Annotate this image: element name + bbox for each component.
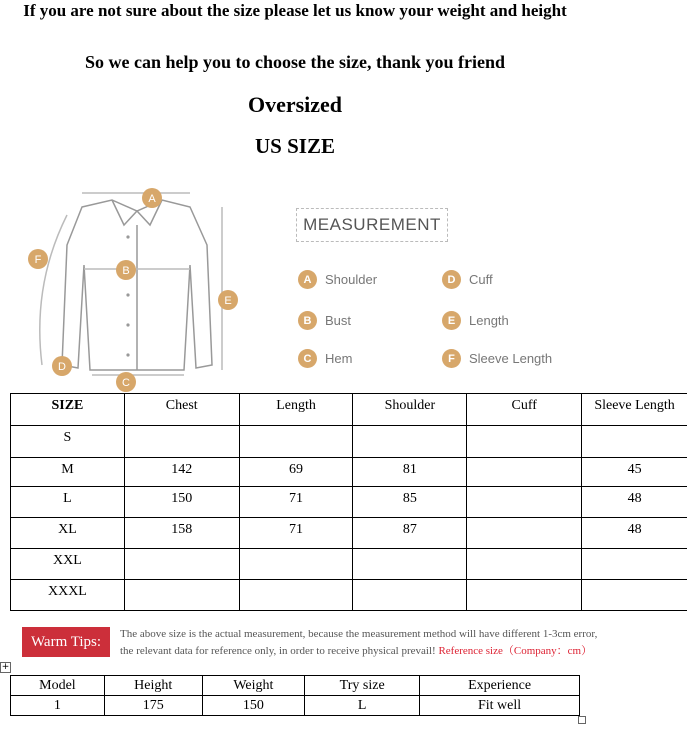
table-header-row bbox=[11, 676, 580, 696]
legend-cuff bbox=[442, 270, 493, 289]
cell: 71 bbox=[239, 487, 353, 518]
cell bbox=[353, 549, 467, 580]
cell bbox=[467, 549, 582, 580]
svg-text:B: B bbox=[122, 265, 130, 277]
header-weight: Weight bbox=[202, 676, 305, 696]
marker-f-icon: F bbox=[442, 349, 461, 368]
cell bbox=[239, 426, 353, 458]
size-chart-table bbox=[10, 393, 687, 611]
legend-label: Shoulder bbox=[325, 272, 378, 287]
cell: XL bbox=[11, 518, 125, 549]
legend-label: Hem bbox=[325, 351, 353, 366]
header-cuff: Cuff bbox=[467, 394, 582, 426]
cell bbox=[124, 426, 239, 458]
table-row bbox=[11, 487, 687, 518]
header-chest: Chest bbox=[124, 394, 239, 426]
tip-line-2-text: the relevant data for reference only, in order to receive physical prevail! bbox=[120, 645, 436, 657]
table-move-handle-icon[interactable]: + bbox=[1, 662, 10, 672]
table-resize-handle[interactable] bbox=[578, 716, 586, 724]
cell: L bbox=[305, 696, 420, 716]
notice-line-2: So we can help you to choose the size, thank you friend bbox=[84, 52, 506, 72]
cell bbox=[239, 549, 353, 580]
model-fit-table bbox=[10, 675, 580, 716]
cell: M bbox=[11, 458, 125, 487]
size-system-heading: US SIZE bbox=[255, 134, 335, 158]
cell: S bbox=[11, 426, 125, 458]
cell: 150 bbox=[124, 487, 239, 518]
cell: 142 bbox=[124, 458, 239, 487]
header-try-size: Try size bbox=[305, 676, 420, 696]
cell: 69 bbox=[239, 458, 353, 487]
marker-a-icon: A bbox=[298, 270, 317, 289]
legend-bust bbox=[298, 311, 351, 330]
header-size: SIZE bbox=[11, 394, 125, 426]
cell bbox=[582, 580, 687, 611]
measurement-title: MEASUREMENT bbox=[296, 208, 448, 242]
cell bbox=[353, 426, 467, 458]
reference-size-note: Reference size（Company：cm） bbox=[438, 645, 593, 657]
header-length: Length bbox=[239, 394, 353, 426]
header-height: Height bbox=[104, 676, 202, 696]
legend-shoulder bbox=[298, 270, 377, 289]
marker-e-icon: E bbox=[442, 311, 461, 330]
cell: 45 bbox=[582, 458, 687, 487]
cell: 48 bbox=[582, 487, 687, 518]
cell bbox=[124, 580, 239, 611]
table-row bbox=[11, 549, 687, 580]
legend-label: Bust bbox=[325, 313, 352, 328]
cell: 175 bbox=[104, 696, 202, 716]
cell: 87 bbox=[353, 518, 467, 549]
svg-text:D: D bbox=[58, 361, 66, 373]
header-sleeve-length: Sleeve Length bbox=[582, 394, 687, 426]
cell: XXL bbox=[11, 549, 125, 580]
cell: L bbox=[11, 487, 125, 518]
cell: 48 bbox=[582, 518, 687, 549]
cell: 1 bbox=[11, 696, 105, 716]
legend-length bbox=[442, 311, 509, 330]
legend-sleeve-length bbox=[442, 349, 552, 368]
cell: 85 bbox=[353, 487, 467, 518]
table-row bbox=[11, 580, 687, 611]
tip-line-2 bbox=[120, 643, 680, 660]
cell: 150 bbox=[202, 696, 305, 716]
cell bbox=[353, 580, 467, 611]
legend-label: Length bbox=[469, 313, 509, 328]
table-row bbox=[11, 426, 687, 458]
cell: 81 bbox=[353, 458, 467, 487]
svg-text:C: C bbox=[122, 377, 130, 389]
cell: 158 bbox=[124, 518, 239, 549]
table-row bbox=[11, 696, 580, 716]
cell: XXXL bbox=[11, 580, 125, 611]
cell bbox=[582, 549, 687, 580]
header-model: Model bbox=[11, 676, 105, 696]
marker-d-icon: D bbox=[442, 270, 461, 289]
cell: 71 bbox=[239, 518, 353, 549]
table-header-row bbox=[11, 394, 687, 426]
cell bbox=[467, 518, 582, 549]
svg-text:F: F bbox=[34, 254, 42, 266]
legend-label: Cuff bbox=[469, 272, 493, 287]
legend-label: Sleeve Length bbox=[469, 351, 553, 366]
warm-tips-badge: Warm Tips: bbox=[22, 627, 110, 657]
marker-b-icon: B bbox=[298, 311, 317, 330]
cell bbox=[467, 426, 582, 458]
table-row bbox=[11, 458, 687, 487]
warm-tips-text bbox=[120, 626, 680, 660]
svg-text:E: E bbox=[224, 295, 232, 307]
table-row bbox=[11, 518, 687, 549]
legend-hem bbox=[298, 349, 352, 368]
svg-text:A: A bbox=[148, 193, 156, 205]
cell bbox=[124, 549, 239, 580]
header-experience: Experience bbox=[420, 676, 580, 696]
notice-line-1: If you are not sure about the size please let us know your weight and height bbox=[23, 1, 567, 20]
marker-c-icon: C bbox=[298, 349, 317, 368]
cell bbox=[582, 426, 687, 458]
diagram-markers bbox=[28, 188, 238, 392]
header-shoulder: Shoulder bbox=[353, 394, 467, 426]
cell bbox=[467, 580, 582, 611]
tip-line-1: The above size is the actual measurement, because the measurement method will have different 1-3cm error, bbox=[120, 628, 598, 640]
cell bbox=[239, 580, 353, 611]
fit-type-heading: Oversized bbox=[247, 92, 343, 117]
cell: Fit well bbox=[420, 696, 580, 716]
cell bbox=[467, 458, 582, 487]
cell bbox=[467, 487, 582, 518]
